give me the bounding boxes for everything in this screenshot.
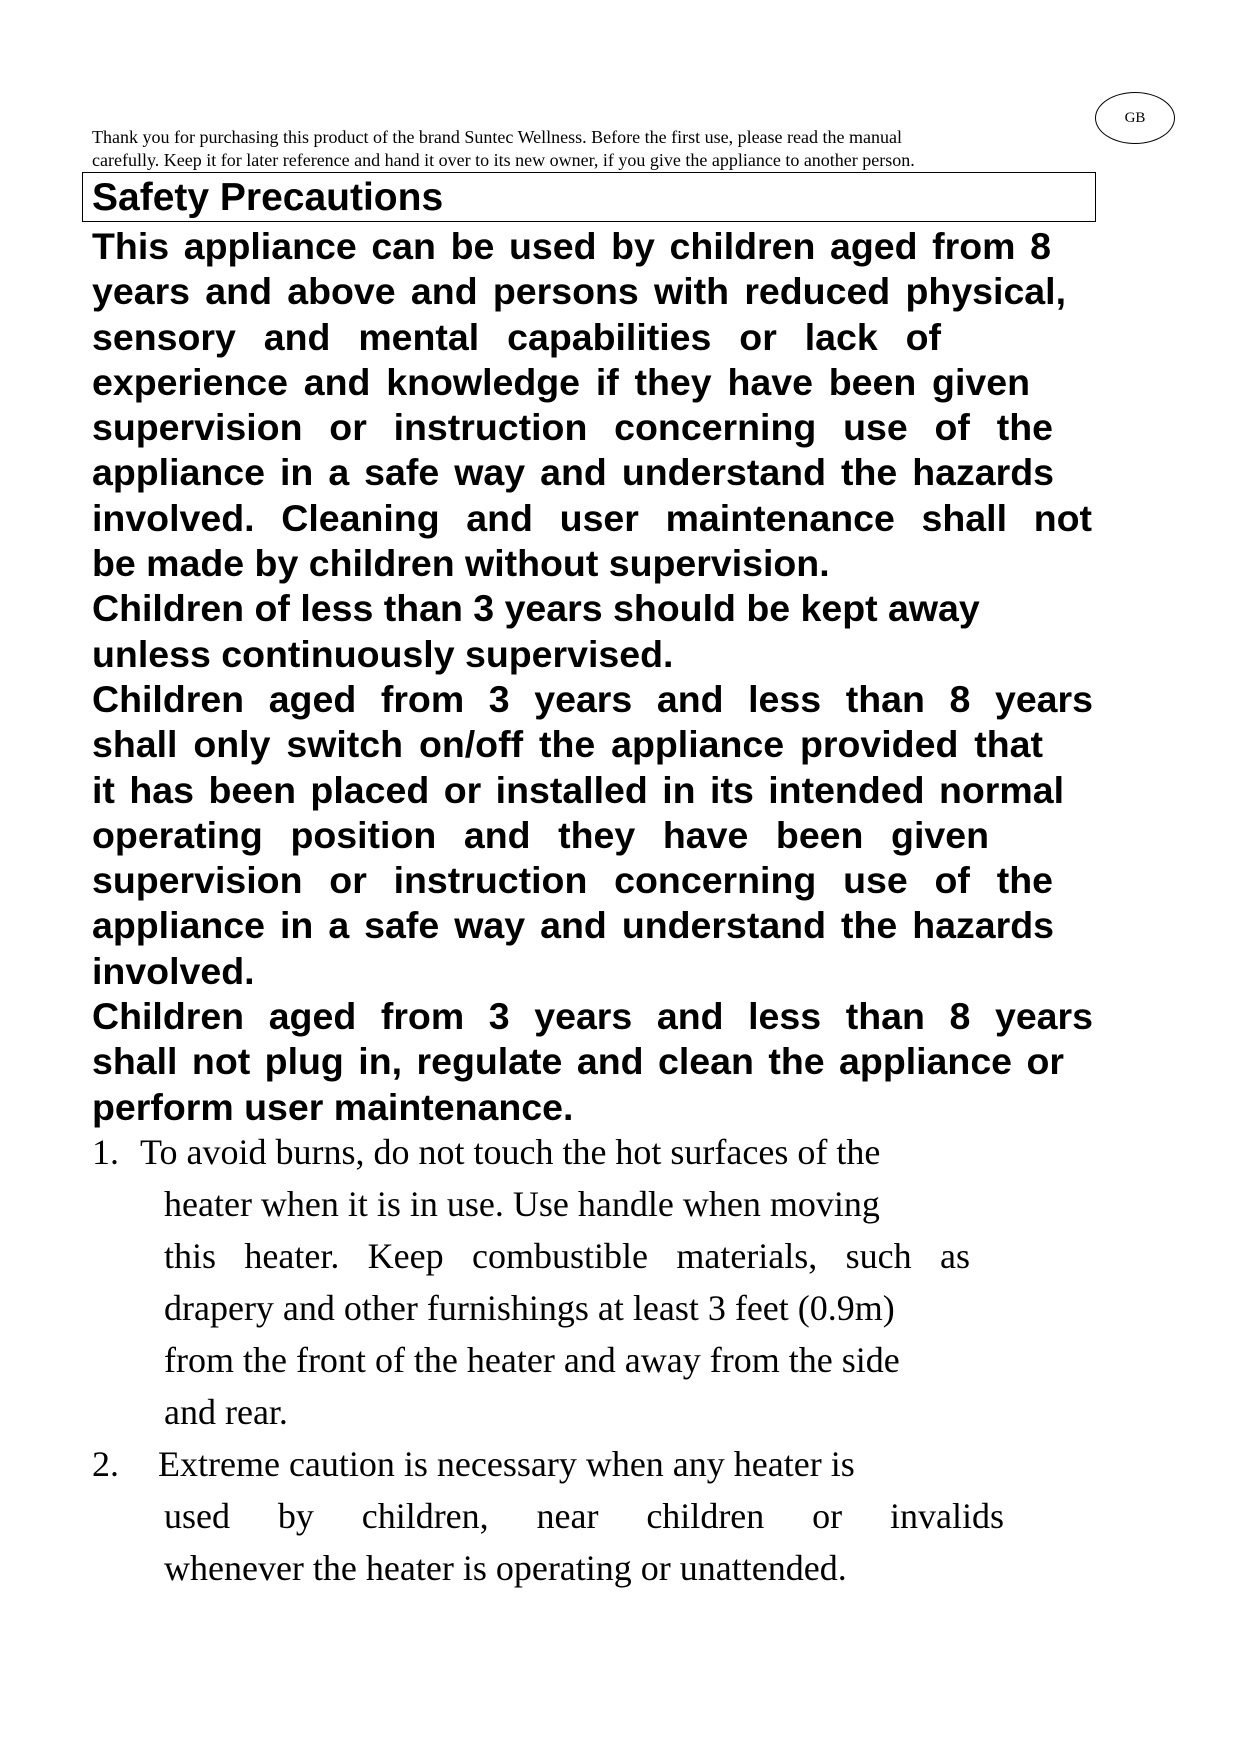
list-item — [92, 1438, 1012, 1594]
section-title: Safety Precautions — [92, 176, 444, 219]
list-item-line: Extreme caution is necessary when any heater is — [158, 1444, 855, 1484]
warning-line: appliance in a safe way and understand the hazards — [92, 904, 1054, 947]
list-item-line: To avoid burns, do not touch the hot surfaces of the — [140, 1132, 881, 1172]
warning-line: be made by children without supervision. — [92, 542, 830, 585]
warning-line: sensory and mental capabilities or lack of — [92, 315, 941, 358]
country-code: GB — [1124, 109, 1146, 126]
list-item-line: from the front of the heater and away from the side — [164, 1340, 900, 1380]
list-item-line: used by children, near children or invalids — [164, 1496, 1004, 1536]
country-badge — [1095, 92, 1175, 144]
list-item-line: drapery and other furnishings at least 3 feet (0.9m) — [164, 1288, 895, 1328]
warning-line: experience and knowledge if they have been given — [92, 360, 1030, 403]
warning-line: Children aged from 3 years and less than 8 years — [92, 677, 1093, 720]
list-item-line: and rear. — [164, 1392, 288, 1432]
warning-line: This appliance can be used by children aged from 8 — [92, 225, 1051, 267]
warning-line: appliance in a safe way and understand the hazards — [92, 451, 1054, 494]
warning-line: operating position and they have been given — [92, 813, 989, 856]
list-item-number: 1. — [92, 1132, 119, 1172]
list-item-number: 2. — [92, 1444, 119, 1484]
precautions-list — [92, 1126, 1012, 1594]
warning-line: Children of less than 3 years should be kept away — [92, 587, 980, 630]
warning-line: Children aged from 3 years and less than 8 years — [92, 995, 1093, 1038]
warning-line: supervision or instruction concerning use of the — [92, 406, 1053, 449]
warning-line: shall only switch on/off the appliance provided that — [92, 723, 1043, 766]
warning-line: involved. Cleaning and user maintenance shall not — [92, 496, 1092, 539]
list-item — [92, 1126, 1012, 1438]
list-item-line: heater when it is in use. Use handle when moving — [164, 1184, 880, 1224]
list-item-line: whenever the heater is operating or unattended. — [164, 1548, 847, 1588]
intro-line: carefully. Keep it for later reference and hand it over to its new owner, if you give the appliance to another person. — [92, 150, 915, 170]
warning-line: years and above and persons with reduced physical, — [92, 270, 1066, 313]
warning-line: supervision or instruction concerning use of the — [92, 859, 1053, 902]
list-item-line: this heater. Keep combustible materials, such as — [164, 1236, 970, 1276]
intro-line: Thank you for purchasing this product of the brand Suntec Wellness. Before the first use, please read the manual — [92, 127, 902, 147]
safety-warning-block — [92, 224, 1112, 1130]
warning-line: unless continuously supervised. — [92, 632, 674, 675]
intro-text — [92, 126, 1092, 172]
warning-line: shall not plug in, regulate and clean the appliance or — [92, 1040, 1064, 1083]
warning-line: it has been placed or installed in its intended normal — [92, 768, 1064, 811]
warning-line: involved. — [92, 949, 255, 992]
warning-line: perform user maintenance. — [92, 1085, 574, 1128]
